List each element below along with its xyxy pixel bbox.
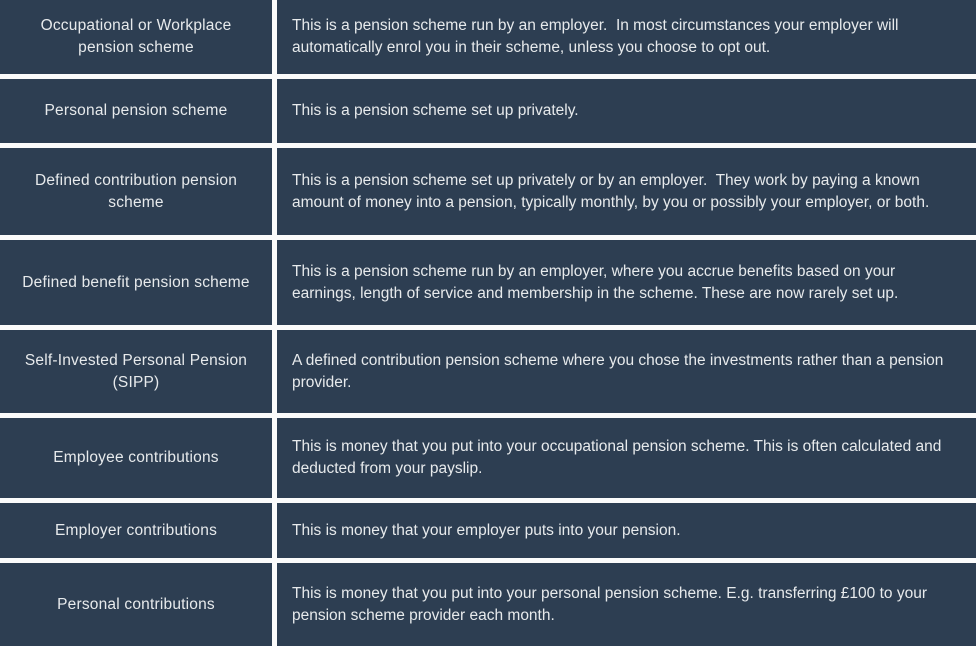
definition-cell: This is a pension scheme set up privately or by an employer. They work by paying a known amount of money into a pension, typically monthly, by you or possibly your employer, or both. <box>277 148 976 235</box>
definition-cell: This is money that you put into your personal pension scheme. E.g. transferring £100 to your pension scheme provider each month. <box>277 563 976 646</box>
definition-cell: This is a pension scheme run by an employer, where you accrue benefits based on your earnings, length of service and membership in the scheme. These are now rarely set up. <box>277 240 976 325</box>
definition-cell: This is money that your employer puts into your pension. <box>277 503 976 558</box>
term-cell: Self-Invested Personal Pension (SIPP) <box>0 330 272 413</box>
term-cell: Personal pension scheme <box>0 79 272 143</box>
term-cell: Defined contribution pension scheme <box>0 148 272 235</box>
definition-cell: This is a pension scheme run by an employer. In most circumstances your employer will automatically enrol you in their scheme, unless you choose to opt out. <box>277 0 976 74</box>
definition-cell: A defined contribution pension scheme where you chose the investments rather than a pension provider. <box>277 330 976 413</box>
definition-cell: This is money that you put into your occupational pension scheme. This is often calculated and deducted from your payslip. <box>277 418 976 498</box>
term-cell: Defined benefit pension scheme <box>0 240 272 325</box>
term-cell: Occupational or Workplace pension scheme <box>0 0 272 74</box>
definition-cell: This is a pension scheme set up privately. <box>277 79 976 143</box>
term-cell: Personal contributions <box>0 563 272 646</box>
term-cell: Employee contributions <box>0 418 272 498</box>
term-cell: Employer contributions <box>0 503 272 558</box>
